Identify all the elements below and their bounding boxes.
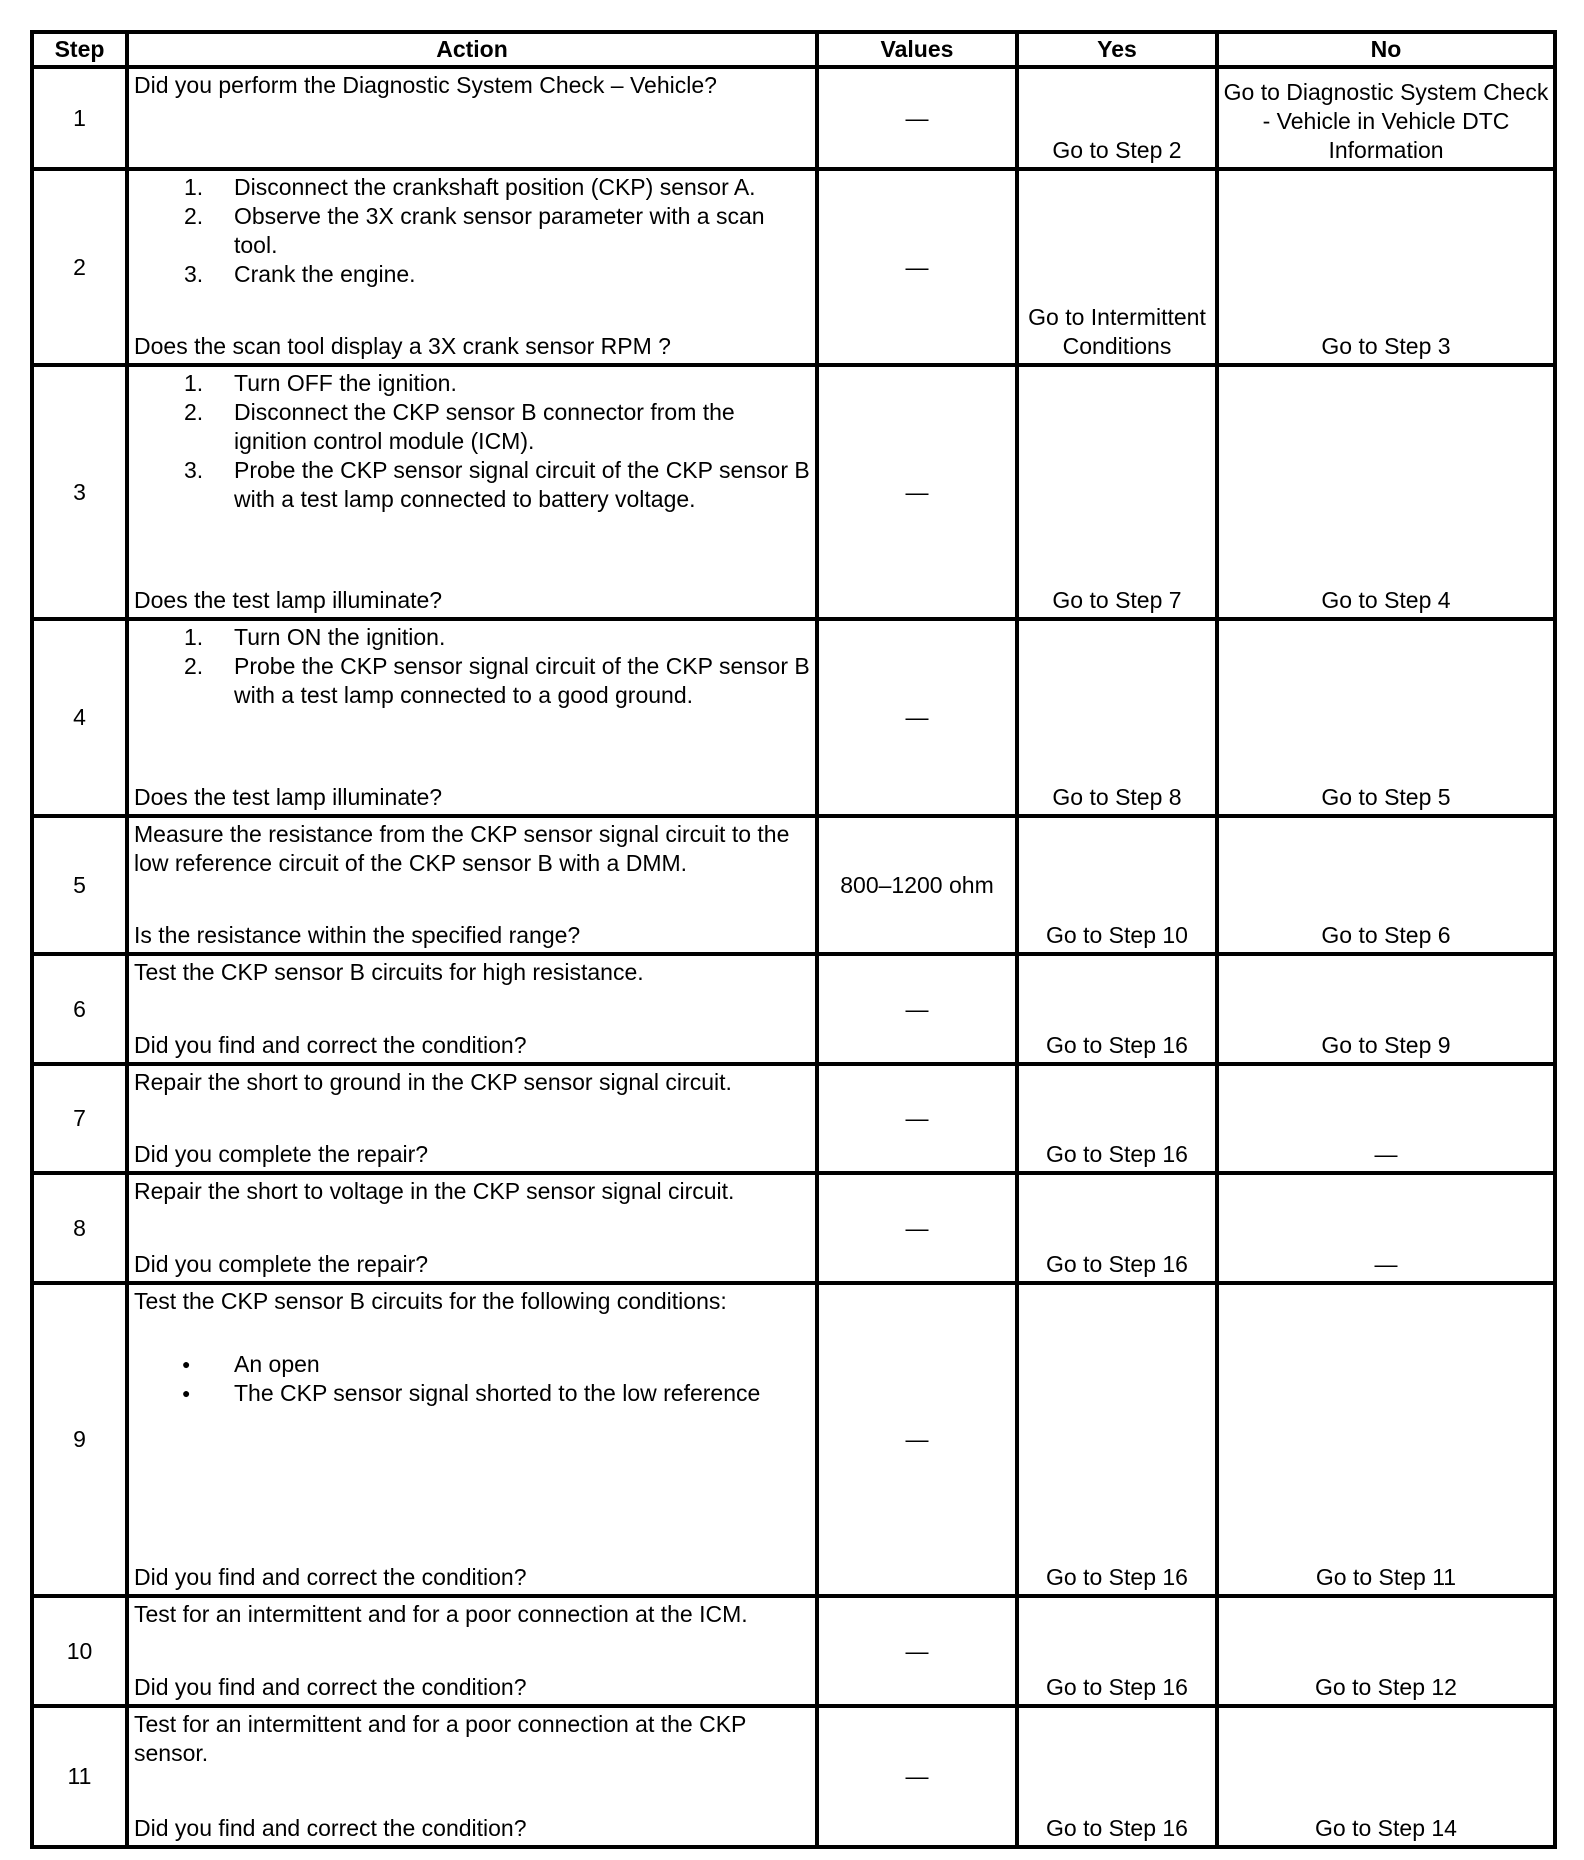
action-content [129, 818, 815, 952]
table-row [32, 1596, 1555, 1706]
action-question: Did you find and correct the condition? [134, 1674, 527, 1700]
action-text: Test the CKP sensor B circuits for high resistance. [134, 959, 644, 985]
value-cell: — [817, 1283, 1017, 1596]
list-number: 1. [184, 370, 204, 396]
no-cell: Go to Step 12 [1217, 1596, 1555, 1706]
yes-cell: Go to Step 16 [1017, 1706, 1217, 1847]
action-top [134, 623, 811, 710]
action-text: Did you perform the Diagnostic System Check – Vehicle? [134, 72, 717, 98]
table-row [32, 816, 1555, 954]
step-number: 6 [32, 954, 127, 1064]
no-cell: Go to Step 14 [1217, 1706, 1555, 1847]
action-cell [127, 1173, 817, 1283]
table-row [32, 365, 1555, 619]
table-row [32, 1064, 1555, 1173]
list-item [134, 456, 811, 514]
action-question: Is the resistance within the specified range? [134, 922, 581, 948]
action-content [129, 1066, 815, 1171]
action-top [134, 173, 811, 289]
action-top [134, 1287, 811, 1408]
list-item [134, 398, 811, 456]
table-row [32, 1706, 1555, 1847]
step-number: 1 [32, 67, 127, 169]
bullet-icon: ● [182, 1385, 191, 1401]
action-cell [127, 1283, 817, 1596]
list-number: 1. [184, 174, 204, 200]
action-text: Repair the short to voltage in the CKP sensor signal circuit. [134, 1178, 735, 1204]
list-text: Crank the engine. [234, 261, 416, 287]
list-text: An open [234, 1351, 320, 1377]
list-item [134, 202, 811, 260]
action-cell [127, 954, 817, 1064]
action-content [129, 1708, 815, 1845]
header-row [32, 32, 1555, 67]
action-cell [127, 816, 817, 954]
action-question: Did you complete the repair? [134, 1251, 429, 1277]
list-number: 2. [184, 399, 204, 425]
header-no: No [1217, 32, 1555, 67]
action-cell [127, 619, 817, 816]
bullet-list [134, 1350, 811, 1408]
list-text: The CKP sensor signal shorted to the low reference [234, 1380, 761, 1406]
list-number: 3. [184, 457, 204, 483]
action-text: Repair the short to ground in the CKP sensor signal circuit. [134, 1069, 732, 1095]
yes-cell: Go to Step 2 [1017, 67, 1217, 169]
list-number: 3. [184, 261, 204, 287]
action-question: Did you find and correct the condition? [134, 1564, 527, 1590]
action-content [129, 1175, 815, 1281]
action-cell [127, 365, 817, 619]
action-content [129, 69, 815, 167]
action-text: Measure the resistance from the CKP sensor signal circuit to the low reference circuit of the CKP sensor B with a DMM. [134, 821, 790, 876]
action-top [134, 71, 811, 100]
no-cell: Go to Step 9 [1217, 954, 1555, 1064]
action-text: Test for an intermittent and for a poor connection at the CKP sensor. [134, 1711, 746, 1766]
action-content [129, 621, 815, 814]
action-content [129, 171, 815, 363]
action-top [134, 369, 811, 514]
list-text: Probe the CKP sensor signal circuit of the CKP sensor B with a test lamp connected to battery voltage. [234, 457, 810, 512]
value-cell: — [817, 1596, 1017, 1706]
action-content [129, 956, 815, 1062]
list-item [134, 173, 811, 202]
action-question: Does the test lamp illuminate? [134, 784, 443, 810]
diagnostic-table [30, 30, 1557, 1849]
list-text: Turn ON the ignition. [234, 624, 446, 650]
value-cell: — [817, 365, 1017, 619]
yes-cell: Go to Step 16 [1017, 1596, 1217, 1706]
list-text: Disconnect the crankshaft position (CKP) sensor A. [234, 174, 756, 200]
yes-cell: Go to Step 16 [1017, 1173, 1217, 1283]
table-row [32, 169, 1555, 365]
header-yes: Yes [1017, 32, 1217, 67]
step-number: 4 [32, 619, 127, 816]
numbered-list [134, 369, 811, 514]
list-text: Disconnect the CKP sensor B connector from the ignition control module (ICM). [234, 399, 735, 454]
table-row [32, 1283, 1555, 1596]
list-item [134, 260, 811, 289]
step-number: 11 [32, 1706, 127, 1847]
action-content [129, 1598, 815, 1704]
list-number: 2. [184, 203, 204, 229]
list-text: Turn OFF the ignition. [234, 370, 457, 396]
action-cell [127, 1706, 817, 1847]
header-values: Values [817, 32, 1017, 67]
numbered-list [134, 623, 811, 710]
action-question: Did you find and correct the condition? [134, 1032, 527, 1058]
yes-cell: Go to Step 16 [1017, 1064, 1217, 1173]
list-item [134, 623, 811, 652]
step-number: 2 [32, 169, 127, 365]
value-cell: — [817, 1706, 1017, 1847]
action-cell [127, 169, 817, 365]
list-item [134, 1350, 811, 1379]
table-row [32, 619, 1555, 816]
action-top [134, 958, 811, 987]
action-top [134, 1068, 811, 1097]
list-number: 1. [184, 624, 204, 650]
action-text: Test the CKP sensor B circuits for the following conditions: [134, 1288, 727, 1314]
value-cell: — [817, 1064, 1017, 1173]
action-content [129, 367, 815, 617]
no-cell: Go to Diagnostic System Check - Vehicle in Vehicle DTC Information [1217, 67, 1555, 169]
step-number: 8 [32, 1173, 127, 1283]
action-cell [127, 67, 817, 169]
action-question: Does the test lamp illuminate? [134, 587, 443, 613]
action-top [134, 1600, 811, 1629]
action-text: Test for an intermittent and for a poor connection at the ICM. [134, 1601, 748, 1627]
no-cell: Go to Step 11 [1217, 1283, 1555, 1596]
value-cell: — [817, 169, 1017, 365]
table-row [32, 67, 1555, 169]
header-step: Step [32, 32, 127, 67]
action-question: Does the scan tool display a 3X crank sensor RPM ? [134, 333, 671, 359]
yes-cell: Go to Step 7 [1017, 365, 1217, 619]
list-item [134, 652, 811, 710]
numbered-list [134, 173, 811, 289]
header-action: Action [127, 32, 817, 67]
table-row [32, 1173, 1555, 1283]
action-question: Did you complete the repair? [134, 1141, 429, 1167]
bullet-icon: ● [182, 1356, 191, 1372]
value-cell: — [817, 67, 1017, 169]
action-top [134, 820, 811, 878]
yes-cell: Go to Step 8 [1017, 619, 1217, 816]
yes-cell: Go to Intermittent Conditions [1017, 169, 1217, 365]
value-cell: — [817, 619, 1017, 816]
list-item [134, 1379, 811, 1408]
yes-cell: Go to Step 10 [1017, 816, 1217, 954]
action-cell [127, 1596, 817, 1706]
no-cell: Go to Step 5 [1217, 619, 1555, 816]
action-cell [127, 1064, 817, 1173]
value-cell: — [817, 1173, 1017, 1283]
step-number: 5 [32, 816, 127, 954]
value-cell: 800–1200 ohm [817, 816, 1017, 954]
no-cell: Go to Step 4 [1217, 365, 1555, 619]
yes-cell: Go to Step 16 [1017, 954, 1217, 1064]
yes-cell: Go to Step 16 [1017, 1283, 1217, 1596]
value-cell: — [817, 954, 1017, 1064]
no-cell: — [1217, 1064, 1555, 1173]
action-content [129, 1285, 815, 1594]
list-text: Probe the CKP sensor signal circuit of the CKP sensor B with a test lamp connected to a good ground. [234, 653, 810, 708]
action-top [134, 1177, 811, 1206]
step-number: 9 [32, 1283, 127, 1596]
no-cell: — [1217, 1173, 1555, 1283]
action-top [134, 1710, 811, 1768]
step-number: 3 [32, 365, 127, 619]
no-cell: Go to Step 3 [1217, 169, 1555, 365]
step-number: 7 [32, 1064, 127, 1173]
step-number: 10 [32, 1596, 127, 1706]
list-item [134, 369, 811, 398]
table-row [32, 954, 1555, 1064]
list-text: Observe the 3X crank sensor parameter with a scan tool. [234, 203, 765, 258]
no-cell: Go to Step 6 [1217, 816, 1555, 954]
list-number: 2. [184, 653, 204, 679]
action-question: Did you find and correct the condition? [134, 1815, 527, 1841]
